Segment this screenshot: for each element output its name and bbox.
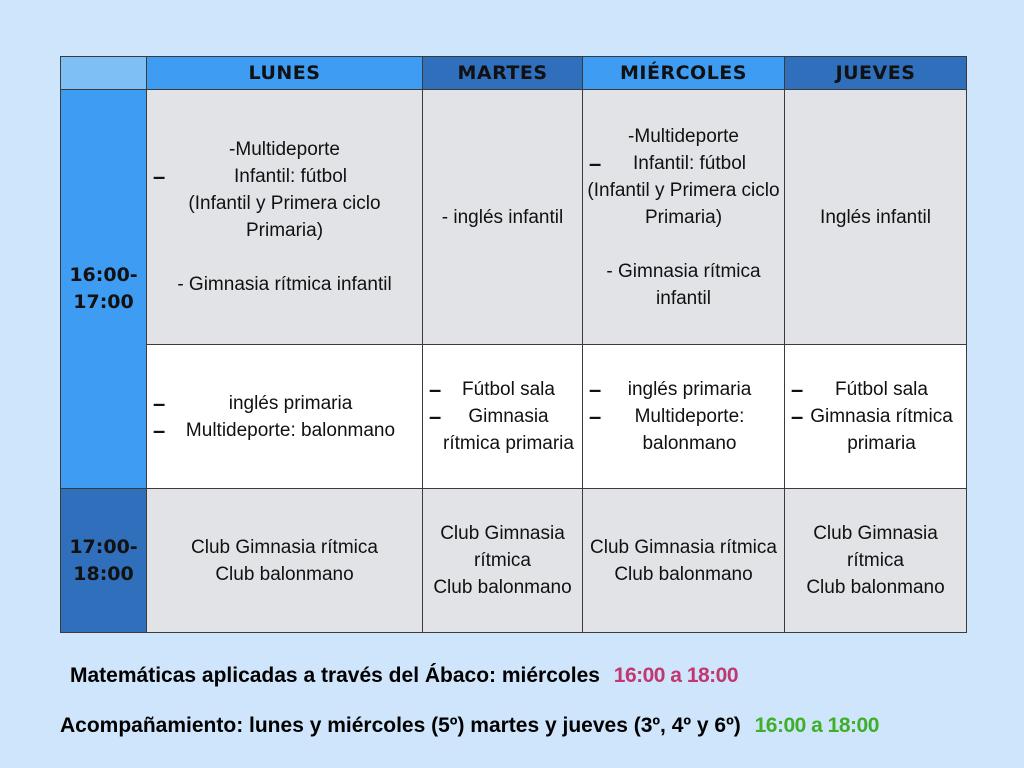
cell-jueves-2: [785, 489, 967, 633]
cell-lunes-1b: [147, 345, 423, 489]
cell-jueves-1a: [785, 90, 967, 345]
activity-item: (Infantil y Primera ciclo Primaria): [188, 193, 381, 241]
time-slot-1600: [61, 90, 147, 489]
activity-item: -Multideporte: [628, 125, 739, 147]
activity-item: Inglés infantil: [820, 206, 931, 228]
activity-item: – inglés primaria: [587, 376, 780, 403]
time-slot-1700: [61, 489, 147, 633]
activity-item: Club Gimnasia rítmica: [191, 536, 378, 558]
abaco-note-time: 16:00 a 18:00: [613, 664, 739, 687]
cell-miercoles-1a: [583, 90, 785, 345]
cell-miercoles-2: [583, 489, 785, 633]
cell-miercoles-1b: [583, 345, 785, 489]
header-row: [61, 57, 967, 90]
blank-line: [151, 244, 418, 271]
activity-item: - inglés infantil: [441, 206, 564, 228]
day-header-miercoles: MIÉRCOLES: [583, 57, 785, 90]
acompanamiento-note-time: 16:00 a 18:00: [754, 714, 879, 737]
cell-lunes-2: [147, 489, 423, 633]
activity-item: Club balonmano: [806, 577, 945, 598]
acompanamiento-note-text: Acompañamiento: lunes y miércoles (5º) martes y jueves (3º, 4º y 6º): [60, 714, 741, 737]
activity-item: (Infantil y Primera ciclo Primaria): [587, 179, 780, 228]
slot-row-1a: [61, 90, 967, 345]
activity-item: – Gimnasia rítmica primaria: [789, 403, 962, 457]
corner-cell: [61, 57, 147, 90]
day-header-lunes: LUNES: [147, 57, 423, 90]
time-part: 16:00-: [69, 264, 138, 286]
time-part: 17:00: [73, 291, 134, 313]
activity-item: – Infantil: fútbol: [587, 150, 780, 177]
cell-martes-1b: [423, 345, 583, 489]
slot-row-1b: [61, 345, 967, 489]
activity-item: Club Gimnasia rítmica: [813, 523, 938, 571]
activity-item: Club Gimnasia rítmica: [440, 523, 565, 571]
schedule-table: [60, 56, 967, 633]
cell-lunes-1a: [147, 90, 423, 345]
activity-item: – Multideporte: balonmano: [587, 403, 780, 457]
activity-item: Club Gimnasia rítmica: [590, 536, 777, 558]
activity-item: Club balonmano: [215, 563, 354, 585]
cell-martes-1a: [423, 90, 583, 345]
acompanamiento-note: [60, 714, 879, 738]
slot-row-2: [61, 489, 967, 633]
time-part: 17:00-: [69, 535, 138, 558]
activity-item: – Fútbol sala: [427, 376, 578, 403]
activity-item: – Infantil: fútbol: [151, 163, 418, 190]
abaco-note-text: Matemáticas aplicadas a través del Ábaco: miércoles: [70, 664, 600, 687]
blank-line: [587, 231, 780, 258]
cell-martes-2: [423, 489, 583, 633]
abaco-note: [70, 664, 738, 688]
time-part: 18:00: [73, 562, 134, 585]
activity-item: – Multideporte: balonmano: [151, 417, 418, 444]
day-header-jueves: JUEVES: [785, 57, 967, 90]
day-header-martes: MARTES: [423, 57, 583, 90]
activity-item: – Fútbol sala: [789, 376, 962, 403]
activity-item: Club balonmano: [614, 563, 753, 585]
activity-item: -Multideporte: [229, 139, 340, 160]
cell-jueves-1b: [785, 345, 967, 489]
activity-item: – Gimnasia rítmica primaria: [427, 403, 578, 457]
activity-item: - Gimnasia rítmica infantil: [177, 274, 392, 295]
activity-item: Club balonmano: [433, 577, 572, 598]
activity-item: – inglés primaria: [151, 390, 418, 417]
activity-item: - Gimnasia rítmica infantil: [606, 260, 761, 309]
